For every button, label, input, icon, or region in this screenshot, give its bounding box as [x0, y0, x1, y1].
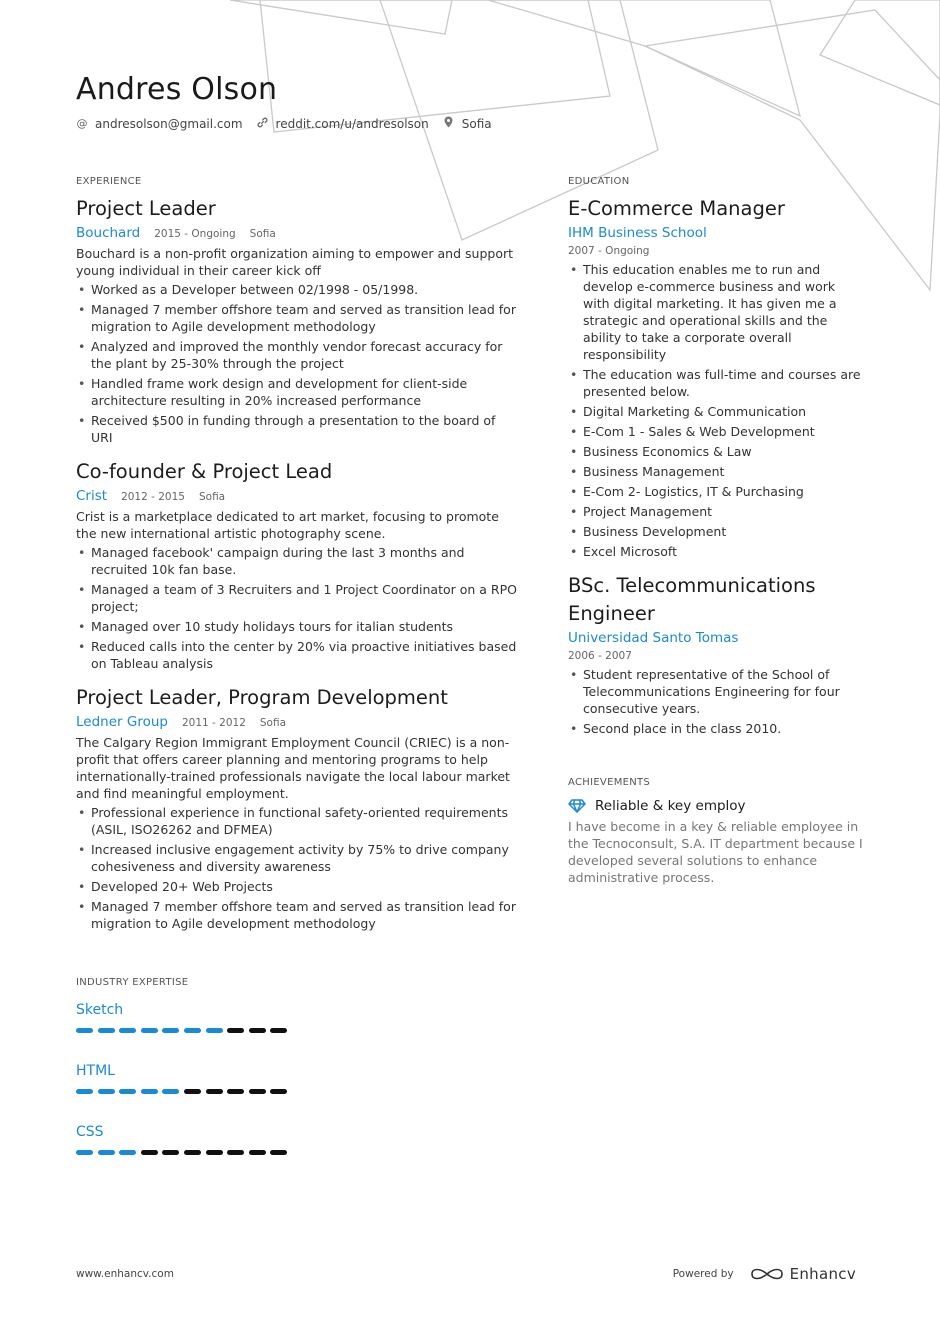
achievement-list: [76, 281, 520, 446]
list-item: • E-Com 2- Logistics, IT & Purchasing: [568, 483, 864, 500]
industry-expertise-section: [76, 977, 520, 1179]
list-item: • The education was full-time and courses are presented below.: [568, 366, 864, 400]
job-meta: [76, 714, 520, 730]
skill-dot-filled: [119, 1028, 136, 1033]
company-description: Bouchard is a non-profit organization aiming to empower and support young individual in their career kick off: [76, 246, 514, 278]
job-location: Sofia: [198, 491, 226, 503]
job-title: Co-founder & Project Lead: [76, 460, 333, 483]
skill-dot-filled: [76, 1150, 93, 1155]
list-item: • Managed over 10 study holidays tours for italian students: [76, 618, 520, 635]
website-link[interactable]: www.enhancv.com: [76, 1268, 174, 1280]
skill-item: [76, 996, 305, 1033]
education-detail-list: [568, 666, 864, 737]
email-text: andresolson@gmail.com: [95, 116, 243, 131]
list-item: • Managed a team of 3 Recruiters and 1 Project Coordinator on a RPO project;: [76, 581, 520, 615]
skill-dot-filled: [141, 1028, 158, 1033]
list-item: • Excel Microsoft: [568, 543, 864, 560]
job-date: 2011 - 2012: [181, 717, 246, 729]
skill-dot-empty: [270, 1150, 287, 1155]
school-name: Universidad Santo Tomas: [568, 630, 739, 646]
achievements-heading: ACHIEVEMENTS: [568, 777, 651, 788]
powered-by-label: Powered by: [672, 1268, 734, 1280]
degree-title: E-Commerce Manager: [568, 197, 785, 220]
job-date: 2012 - 2015: [121, 491, 185, 503]
at-icon: @: [76, 117, 88, 130]
achievement-list: [76, 544, 520, 672]
company-name: Ledner Group: [76, 714, 168, 730]
experience-entry: [76, 195, 520, 446]
skill-dot-empty: [141, 1150, 158, 1155]
job-location: Sofia: [259, 717, 287, 729]
experience-entry: [76, 684, 520, 932]
location-pin-icon: [443, 116, 455, 131]
skill-dot-empty: [227, 1150, 244, 1155]
education-entry: [568, 195, 864, 560]
list-item: • Worked as a Developer between 02/1998 - 05/1998.: [76, 281, 520, 298]
list-item: • Business Management: [568, 463, 864, 480]
right-column: [568, 176, 864, 886]
contact-email[interactable]: [76, 117, 243, 131]
education-meta: [568, 630, 864, 662]
contact-link[interactable]: [257, 117, 429, 131]
skill-dot-empty: [249, 1028, 266, 1033]
skill-dot-filled: [141, 1089, 158, 1094]
skill-dot-empty: [249, 1150, 266, 1155]
list-item: • Managed 7 member offshore team and served as transition lead for migration to Agile development methodology: [76, 301, 520, 335]
education-date: 2006 - 2007: [568, 650, 632, 662]
experience-section: [76, 176, 520, 932]
company-description: The Calgary Region Immigrant Employment Council (CRIEC) is a non-profit that offers career planning and mentoring programs to help internationally-trained professionals navigate the local labour market and find meaningful employment.: [76, 735, 510, 801]
skill-level-bar: [76, 1150, 305, 1155]
skill-dot-empty: [270, 1089, 287, 1094]
skill-name: CSS: [76, 1124, 104, 1140]
skill-level-bar: [76, 1028, 305, 1033]
list-item: • E-Com 1 - Sales & Web Development: [568, 423, 864, 440]
brand-name: Enhancv: [789, 1265, 856, 1283]
skill-dot-empty: [227, 1028, 244, 1033]
achievement-description: I have become in a key & reliable employee in the Tecnoconsult, S.A. IT department because I developed several solutions to enhance administrative process.: [568, 819, 863, 885]
skill-dot-empty: [184, 1150, 201, 1155]
list-item: • Second place in the class 2010.: [568, 720, 864, 737]
expertise-heading: INDUSTRY EXPERTISE: [76, 977, 189, 988]
skill-dot-filled: [206, 1028, 223, 1033]
achievement-title: Reliable & key employ: [595, 798, 746, 814]
list-item: • Managed facebook' campaign during the last 3 months and recruited 10k fan base.: [76, 544, 520, 578]
achievements-section: [568, 777, 864, 886]
list-item: • Student representative of the School of Telecommunications Engineering for four consecutive years.: [568, 666, 864, 717]
skill-dot-filled: [162, 1028, 179, 1033]
skill-level-bar: [76, 1089, 305, 1094]
location-text: Sofia: [461, 116, 492, 131]
list-item: • Developed 20+ Web Projects: [76, 878, 520, 895]
skill-dot-filled: [76, 1089, 93, 1094]
list-item: • Increased inclusive engagement activity by 75% to drive company cohesiveness and diversity awareness: [76, 841, 520, 875]
skill-dot-filled: [184, 1028, 201, 1033]
education-meta: [568, 225, 864, 257]
skill-item: [76, 1118, 305, 1155]
skill-dot-filled: [162, 1089, 179, 1094]
skill-dot-empty: [184, 1089, 201, 1094]
skill-dot-empty: [162, 1150, 179, 1155]
achievement-list: [76, 804, 520, 932]
skill-name: Sketch: [76, 1002, 124, 1018]
education-entry: [568, 572, 864, 737]
skill-dot-filled: [98, 1028, 115, 1033]
degree-title: BSc. Telecommunications Engineer: [568, 574, 816, 625]
education-heading: EDUCATION: [568, 176, 630, 187]
skill-dot-empty: [206, 1089, 223, 1094]
left-column: [76, 176, 520, 944]
page-footer: [76, 1264, 856, 1284]
company-name: Bouchard: [76, 225, 141, 241]
skill-dot-empty: [249, 1089, 266, 1094]
link-text: reddit.com/u/andresolson: [275, 116, 429, 131]
enhancv-logo-icon: [750, 1265, 784, 1283]
education-date: 2007 - Ongoing: [568, 245, 650, 257]
skill-dot-filled: [98, 1089, 115, 1094]
list-item: • Project Management: [568, 503, 864, 520]
achievement-item: [568, 798, 864, 886]
contact-location: [443, 116, 492, 131]
achievement-header: [568, 798, 864, 814]
skill-item: [76, 1057, 305, 1094]
contact-list: [76, 116, 876, 131]
education-section: [568, 176, 864, 737]
list-item: • Managed 7 member offshore team and served as transition lead for migration to Agile development methodology: [76, 898, 520, 932]
list-item: • Business Economics & Law: [568, 443, 864, 460]
skill-dot-empty: [270, 1028, 287, 1033]
list-item: • Received $500 in funding through a presentation to the board of URI: [76, 412, 520, 446]
skill-name: HTML: [76, 1063, 115, 1079]
list-item: • Handled frame work design and development for client-side architecture resulting in 20% increased performance: [76, 375, 520, 409]
resume-header: [76, 72, 876, 131]
diamond-icon: [568, 799, 586, 813]
experience-heading: EXPERIENCE: [76, 176, 142, 187]
job-title: Project Leader, Program Development: [76, 686, 448, 709]
skill-dot-filled: [98, 1150, 115, 1155]
powered-by[interactable]: [673, 1265, 856, 1283]
job-meta: [76, 225, 520, 241]
job-date: 2015 - Ongoing: [154, 228, 236, 240]
job-location: Sofia: [249, 228, 276, 240]
job-meta: [76, 488, 520, 504]
company-name: Crist: [76, 488, 108, 504]
education-detail-list: [568, 261, 864, 560]
job-title: Project Leader: [76, 197, 216, 220]
list-item: • Reduced calls into the center by 20% via proactive initiatives based on Tableau analysis: [76, 638, 520, 672]
list-item: • Professional experience in functional safety-oriented requirements (ASIL, ISO26262 and DFMEA): [76, 804, 520, 838]
list-item: • Analyzed and improved the monthly vendor forecast accuracy for the plant by 25-30% through the project: [76, 338, 520, 372]
company-description: Crist is a marketplace dedicated to art market, focusing to promote the new international artistic photography scene.: [76, 509, 499, 541]
skill-grid: [76, 996, 520, 1179]
skill-dot-filled: [119, 1150, 136, 1155]
list-item: • Business Development: [568, 523, 864, 540]
skill-dot-filled: [76, 1028, 93, 1033]
list-item: • Digital Marketing & Communication: [568, 403, 864, 420]
experience-entry: [76, 458, 520, 672]
candidate-name: Andres Olson: [76, 72, 278, 107]
skill-dot-empty: [227, 1089, 244, 1094]
link-icon: [257, 117, 269, 131]
skill-dot-empty: [206, 1150, 223, 1155]
skill-dot-filled: [119, 1089, 136, 1094]
list-item: • This education enables me to run and develop e-commerce business and work with digital marketing. It has given me a strategic and operational skills and the ability to take a corporate overall responsibility: [568, 261, 864, 363]
school-name: IHM Business School: [568, 225, 707, 241]
